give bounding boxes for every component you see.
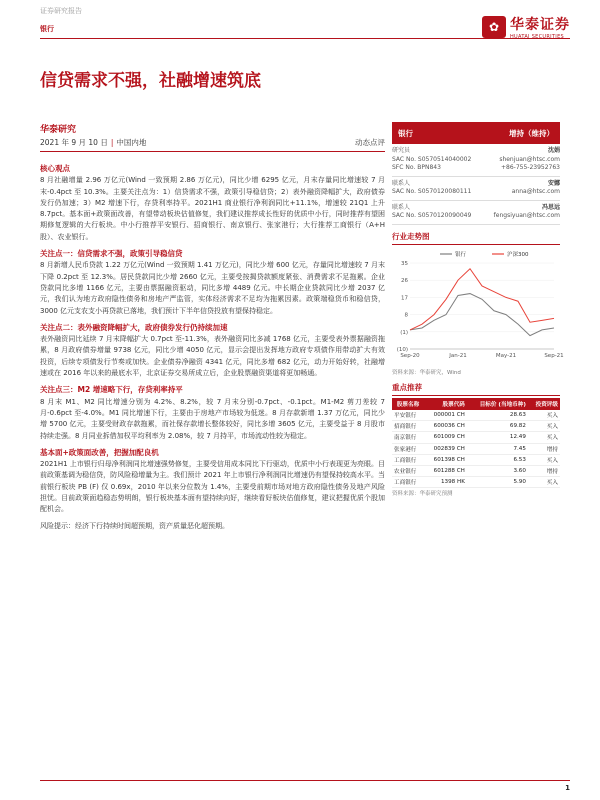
stock-name-cell: 张家港行 [392, 443, 424, 454]
analyst-sac: SAC No. S0570120080111 [392, 188, 472, 195]
page-number: 1 [565, 784, 570, 792]
point1-text: 8 月新增人民币贷款 1.22 万亿元(Wind 一致预期 1.41 万亿元)，同比少增 600 亿元，存量同比增速较 7 月末下降 0.2pct 至 12.3%。居民贷款同比少增 2660 亿元，主要受按揭贷款额度紧张、消费需求不足拖累。企业贷款同比多增 1166 亿元，主要由票据融资驱动，同比多增 4489 亿元。中长期企业贷款同比少增 2037 亿元，我们认为地方政府隐性债务和房地产严监管，实体经济需求不足均为拖累因素。政策端稳货币和稳信贷，3000 亿元支农支小再贷款已落地，我们预计下半年信贷投放有望保持稳定。 [40, 261, 385, 315]
target-price-cell: 6.53 [467, 454, 528, 465]
rating-cell: 买入 [528, 432, 560, 443]
point4-heading: 基本面+政策面改善，把握加配良机 [40, 447, 159, 457]
analyst-card [392, 144, 560, 177]
col-header: 股票代码 [424, 398, 467, 410]
rating-bar [392, 122, 560, 144]
table-row [392, 477, 560, 488]
core-view-heading: 核心观点 [40, 164, 70, 173]
table-title: 重点推荐 [392, 382, 560, 396]
research-team: 华泰研究 [40, 125, 77, 135]
rating-cell: 买入 [528, 410, 560, 421]
table-row [392, 421, 560, 432]
point2-section [40, 322, 385, 379]
stock-name-cell: 平安银行 [392, 410, 424, 421]
point3-text: 8 月末 M1、M2 同比增速分别为 4.2%、8.2%，较 7 月末分别-0.7pct、-0.1pct。M1-M2 剪刀差较 7 月-0.6pct 至-4.0%。M1 同比增速下行，主要由于房地产市场较为低迷。8 月存款新增 1.37 万亿元，同比少增 5700 亿元，主要受财政存款拖累，而社保存款增长整体较好，同比多增 3605 亿元，主要受益于 8 月股市持续走强。8 月同业拆借加权平均利率为 2.08%，较 7 月持平，市场流动性较为稳定。 [40, 397, 385, 440]
y-tick-label: 17 [401, 294, 408, 301]
point2-heading: 关注点二：表外融资降幅扩大，政府债券发行仍持续加速 [40, 322, 228, 332]
chart-source: 资料来源：华泰研究，Wind [392, 369, 461, 376]
analyst-role: 联系人 [392, 203, 411, 211]
point4-text: 2021H1 上市银行归母净利润同比增速强势修复，主要受信用成本同比下行驱动，优质中小行表现更为亮眼。目前政策基调为稳信贷，防风险稳增量为主。我们预计 2021 年上市银行净利润同比增速仍有望保持较高水平。当前银行板块 PB (F) 仅 0.69x，2010 年以来分位数为 1.4%，主要受前期市场对地方政府隐性债务及地产风险担忧。目前政策面趋稳态势明朗，银行板块基本面有望持续向好，继续看好板块估值修复，建议把握优质个股加配机会。 [40, 460, 385, 514]
stock-code-cell: 002839 CH [424, 443, 467, 454]
sidebar [392, 122, 564, 498]
table-row [392, 410, 560, 421]
stock-code-cell: 601009 CH [424, 432, 467, 443]
y-tick-label: (10) [396, 346, 408, 353]
date-line: 2021 年 9 月 10 日 | 中国内地 动态点评 [40, 137, 385, 152]
analyst-role: 联系人 [392, 179, 411, 187]
col-header: 目标价 (当地币种) [467, 398, 528, 410]
industry-trend-chart [392, 247, 564, 367]
chart-title: 行业走势图 [392, 231, 560, 245]
analyst-name: 安娜 [547, 179, 560, 187]
col-header: 投资评级 [528, 398, 560, 410]
point3-heading: 关注点三：M2 增速略下行，存贷利率持平 [40, 385, 183, 395]
core-view-text: 8 月社融增量 2.96 万亿元(Wind 一致预期 2.86 万亿元)，同比少增 6295 亿元，月末存量同比增速较 7 月末-0.4pct 至 10.3%。主要关注点为：1）信贷需求不强，政策引导稳信贷；2）表外融资降幅扩大，政府债券发行仍加速；3）M2 增速下行，存贷利率持平。2021H1 商业银行净利润同比+11.1%，增速较 21Q1 上升 8.7pct。基本面+政策面改善，有望带动板块估值修复，我们建议推荐成长性好的优质中小行，同时推荐有望困期修复逻辑的大行板块。中小行推荐平安银行、招商银行、南京银行、张家港行；大行推荐工商银行（A+H 股）、农业银行。 [40, 176, 385, 241]
stock-code-cell: 601288 CH [424, 465, 467, 476]
analyst-phone: +86-755-23952763 [501, 164, 560, 171]
analyst-email[interactable]: anna@htsc.com [511, 188, 560, 195]
analyst-name: 沈娟 [547, 147, 560, 154]
stock-code-cell: 1398 HK [424, 477, 467, 488]
analyst-name: 冯思远 [541, 203, 560, 211]
point4-section [40, 447, 385, 516]
core-view-section [40, 163, 385, 243]
analyst-email[interactable]: fengsiyuan@htsc.com [493, 212, 560, 219]
analyst-sac: SAC No. S0570514040002 [392, 155, 472, 163]
analyst-card [392, 177, 560, 201]
rating-value: 增持（维持） [509, 128, 554, 138]
analyst-sac: SAC No. S0570120090049 [392, 212, 472, 219]
analyst-sfc: SFC No. BPN843 [392, 164, 441, 171]
point1-section [40, 248, 385, 317]
x-tick-label: May-21 [495, 352, 517, 359]
report-region: 中国内地 [116, 138, 147, 147]
target-price-cell: 5.90 [467, 477, 528, 488]
section-tag: 银行 [40, 25, 54, 33]
target-price-cell: 12.49 [467, 432, 528, 443]
table-header-row [392, 398, 560, 410]
target-price-cell: 7.45 [467, 443, 528, 454]
stock-code-cell: 000001 CH [424, 410, 467, 421]
logo-flower-icon: ✿ [482, 16, 506, 38]
stock-code-cell: 600036 CH [424, 421, 467, 432]
logo-name-en: HUATAI SECURITIES [510, 34, 564, 40]
y-tick-label: 35 [401, 260, 408, 267]
stock-name-cell: 工商银行 [392, 477, 424, 488]
target-price-cell: 3.60 [467, 465, 528, 476]
report-type: 动态点评 [355, 138, 385, 147]
main-content [40, 163, 385, 537]
analyst-role: 研究员 [392, 147, 411, 154]
rating-sector: 银行 [398, 128, 413, 138]
stock-name-cell: 招商银行 [392, 421, 424, 432]
legend-label: 银行 [455, 251, 467, 258]
rating-cell: 增持 [528, 465, 560, 476]
point3-section [40, 384, 385, 441]
table-row [392, 432, 560, 443]
col-header: 股票名称 [392, 398, 424, 410]
target-price-cell: 28.63 [467, 410, 528, 421]
header-divider [40, 38, 570, 39]
stock-code-cell: 601398 CH [424, 454, 467, 465]
stock-name-cell: 南京银行 [392, 432, 424, 443]
report-title: 信贷需求不强，社融增速筑底 [40, 71, 261, 91]
risk-warning: 风险提示：经济下行持续时间超预期，资产质量恶化超预期。 [40, 521, 229, 530]
trend-chart-svg [392, 247, 564, 365]
y-tick-label: (1) [400, 329, 408, 336]
x-tick-label: Sep-20 [400, 352, 420, 359]
table-source: 资料来源：华泰研究预测 [392, 491, 453, 498]
report-date: 2021 年 9 月 10 日 [40, 138, 108, 147]
table-row [392, 443, 560, 454]
rating-cell: 增持 [528, 443, 560, 454]
analyst-card [392, 201, 560, 225]
stock-name-cell: 农业银行 [392, 465, 424, 476]
point1-heading: 关注点一：信贷需求不强，政策引导稳信贷 [40, 249, 183, 259]
table-row [392, 454, 560, 465]
rating-cell: 买入 [528, 454, 560, 465]
rating-cell: 买入 [528, 421, 560, 432]
y-tick-label: 26 [401, 277, 408, 284]
y-tick-label: 8 [404, 312, 408, 319]
company-logo [482, 14, 570, 40]
footer-divider [40, 780, 570, 781]
target-price-cell: 69.82 [467, 421, 528, 432]
point2-text: 表外融资同比延续 7 月末降幅扩大 0.7pct 至-11.3%，表外融资同比多减 1768 亿元，主要受表外票据融资拖累，8 月政府债券增量 9738 亿元，同比少增 4050 亿元，显示会提出发挥地方政府专项债作用带动扩大有效投资，后续专项债发行节奏或加快。企业债券净融资 4341 亿元，同比多增 682 亿元，动力开始好转，社融增速或在 2016 年以来的最底水平，北京证券交易所成立后，企业股票融资渠道将更加畅通。 [40, 335, 385, 378]
report-type-label: 证券研究报告 [40, 7, 82, 15]
table-row [392, 465, 560, 476]
analyst-email[interactable]: shenjuan@htsc.com [499, 155, 560, 163]
legend-label: 沪深300 [507, 251, 529, 258]
stock-name-cell: 工商银行 [392, 454, 424, 465]
x-tick-label: Sep-21 [544, 352, 564, 359]
recommendation-table [392, 398, 560, 489]
x-tick-label: Jan-21 [449, 352, 467, 359]
logo-name-cn: 华泰证券 [510, 17, 570, 33]
rating-cell: 买入 [528, 477, 560, 488]
